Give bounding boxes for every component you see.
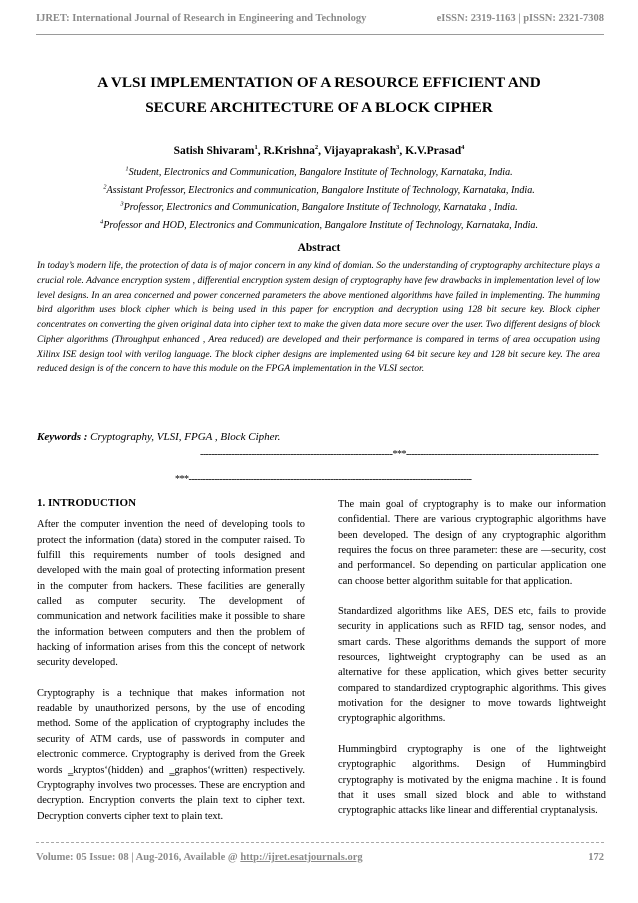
left-column [37,494,305,839]
keywords-text: Cryptography, VLSI, FPGA , Block Cipher. [87,431,281,443]
header-divider [36,34,604,35]
keywords [37,431,280,443]
author: Satish Shivaram$^1$, [173,144,264,157]
author: R.Krishna$^2$, [263,144,324,157]
journal-name: IJRET: International Journal of Research in Engineering and Technology [36,13,367,24]
paragraph: Hummingbird cryptography is one of the lightweight cryptographic algorithms. Design of Hummingbird cryptography is motivated by the enigma machine . It is found that it uses small sized block and able to withstand cryptographic attacks like linear and differential cryptanalysis. [338,743,606,817]
author: K.V.Prasad$^4$ [405,144,465,157]
affiliation: $^4$Professor and HOD, Electronics and Communication, Bangalore Institute of Technology, Karnataka, India. [100,218,538,231]
paragraph: Cryptography is a technique that makes information not readable by unauthorized persons, by the use of encoding method. Some of the application of cryptography includes the security of ATM cards, use of passwords in computer and electronic commerce. Cryptography is derived from the Greek words ‗kryptos‘(hidden) and ‗graphos‘(written) respectively. Cryptography involves two processes. These are encryption and decryption. Encryption converts the plain text to cipher text. Decryption converts cipher text to plain text. [37,687,305,822]
abstract-text: In today’s modern life, the protection of data is of major concern in any kind of domian. So the understanding of cryptography architecture plays a crucial role. Advance encryption system , differential encryption system design of cryptography have few drawbacks in implementation level of low level designs. In an area concerned and power concerned parameters the above mentioned algorithms have failed in implementing. The humming bird algorithm uses block cipher which is being used in this paper for encryption and decryption using 128 bit secure key. Block cipher concentrates on converting the given original data into cipher text to make the given data more secure over the user. Two different designs of block Cipher algorithms (Throughput enhanced , Area reduced) are developed and their performance is compared in terms of area occupation using Xilinx ISE design tool with verilog language. The block cipher designs are implemented using 64 bit secure key and 128 bit secure key. The area reduced design is of the concern to have this module on the FPGA implementation in the VLSI sector. [37,260,600,375]
right-column [338,497,606,834]
footer-divider [36,842,604,843]
keywords-label: Keywords : [37,431,88,443]
affiliation: $^1$Student, Electronics and Communication, Bangalore Institute of Technology, Karnataka, India. [125,165,513,178]
affiliation: $^2$Assistant Professor, Electronics and communication, Bangalore Institute of Technology, Karnataka, India. [103,183,535,196]
title-line-1: A VLSI IMPLEMENTATION OF A RESOURCE EFFICIENT AND [97,74,541,91]
issn-numbers: eISSN: 2319-1163 | pISSN: 2321-7308 [436,13,604,24]
running-header [36,13,604,29]
page-number: 172 [588,852,604,863]
author-list [30,145,608,157]
separator-line-1: --------------------------------------------------------------------***-------------------------------------------------------------------- [200,449,599,460]
affiliation-list [24,164,614,234]
author: Vijayaprakash$^3$, [323,144,406,157]
section-heading: 1. INTRODUCTION [37,497,137,509]
paragraph: Standardized algorithms like AES, DES etc, fails to provide security in applications such as RFID tag, sensor nodes, and smart cards. These algorithms demands the support of more resources, lightweight cryptography can be used as an alternative for these application, which gives better security compared to standardized cryptographic algorithms. This gives motivation for the designer to move towards lightweight cryptographic algorithms. [338,606,606,725]
issue-info: Volume: 05 Issue: 08 | Aug-2016, Available @ http://ijret.esatjournals.org [36,852,363,863]
affiliation: $^3$Professor, Electronics and Communication, Bangalore Institute of Technology, Karnataka , India. [120,200,518,214]
paper-title [30,70,608,120]
title-line-2: SECURE ARCHITECTURE OF A BLOCK CIPHER [145,99,493,116]
paragraph: The main goal of cryptography is to make our information confidential. There are various cryptographic algorithms have been developed. The design of any cryptographic algorithm requires the focus on three parameter: these are ―security, cost and performance‖. So depending on particular application one can choose better algorithm suitable for that application. [338,499,606,587]
abstract-heading: Abstract [297,242,341,254]
separator-line-2: ***---------------------------------------------------------------------------------------------------- [175,474,472,485]
paragraph: After the computer invention the need of developing tools to protect the information (data) stored in the computer raised. To fulfill this requirements number of tools designed and developed with the main goal of protecting information present in the computer from hackers. These facilities are generally called as computer security. The development of communication and network facilities make it possible to share the information between computers and then the problem of hacking of information arises from this the concept of network security developed. [37,519,305,669]
journal-url-link[interactable]: http://ijret.esatjournals.org [240,852,363,863]
running-footer [36,852,604,863]
